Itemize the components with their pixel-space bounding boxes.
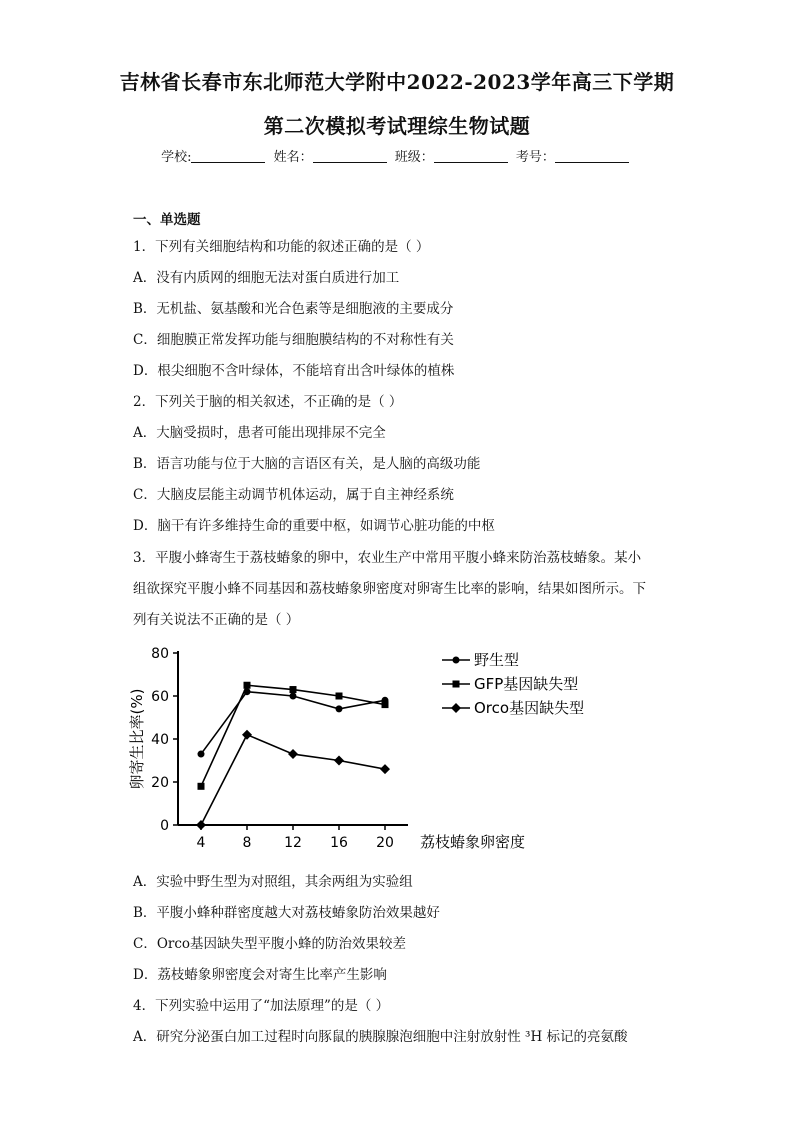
q2-option-a: A．大脑受损时，患者可能出现排尿不完全	[133, 425, 386, 441]
legend-label: Orco基因缺失型	[474, 699, 585, 717]
y-tick-label: 20	[151, 775, 169, 791]
school-blank[interactable]	[191, 150, 265, 163]
x-axis-label: 荔枝蝽象卵密度	[420, 833, 526, 851]
data-point-series-2	[336, 693, 343, 700]
data-point-series-2	[382, 701, 389, 708]
q1-stem: 1．下列有关细胞结构和功能的叙述正确的是（ ）	[133, 239, 430, 255]
series-line-1	[201, 692, 385, 754]
q3-option-a: A．实验中野生型为对照组，其余两组为实验组	[133, 874, 413, 890]
data-point-series-2	[198, 783, 205, 790]
series-line-3	[201, 735, 385, 825]
q3-stem-line2: 组欲探究平腹小蜂不同基因和荔枝蝽象卵密度对卵寄生比率的影响，结果如图所示。下	[133, 581, 646, 597]
data-point-series-3	[196, 820, 206, 830]
data-point-series-1	[198, 751, 205, 758]
q3-stem-line1: 3．平腹小蜂寄生于荔枝蝽象的卵中，农业生产中常用平腹小蜂来防治荔枝蝽象。某小	[133, 550, 642, 566]
q2-option-c: C．大脑皮层能主动调节机体运动，属于自主神经系统	[133, 487, 454, 503]
data-point-series-3	[334, 756, 344, 766]
x-tick-label: 4	[196, 835, 206, 851]
legend-marker	[451, 703, 461, 713]
q2-option-d: D．脑干有许多维持生命的重要中枢，如调节心脏功能的中枢	[133, 518, 495, 534]
q3-option-b: B．平腹小蜂种群密度越大对荔枝蝽象防治效果越好	[133, 905, 440, 921]
legend-marker	[453, 681, 460, 688]
data-point-series-1	[336, 705, 343, 712]
data-point-series-2	[290, 686, 297, 693]
y-tick-label: 40	[151, 732, 169, 748]
q2-stem: 2．下列关于脑的相关叙述，不正确的是（ ）	[133, 394, 403, 410]
q1-option-d: D．根尖细胞不含叶绿体，不能培育出含叶绿体的植株	[133, 363, 455, 379]
exam-title-line2: 第二次模拟考试理综生物试题	[263, 114, 531, 138]
y-tick-label: 60	[151, 689, 169, 705]
data-point-series-1	[290, 693, 297, 700]
data-point-series-3	[288, 749, 298, 759]
q3-option-c: C．Orco基因缺失型平腹小蜂的防治效果较差	[133, 936, 407, 952]
student-info-row	[0, 146, 794, 165]
q1-option-b: B．无机盐、氨基酸和光合色素等是细胞液的主要成分	[133, 301, 454, 317]
school-label: 学校:	[161, 150, 192, 165]
x-tick-label: 12	[284, 835, 302, 851]
q4-stem: 4．下列实验中运用了“加法原理”的是（ ）	[133, 998, 390, 1014]
data-point-series-3	[380, 764, 390, 774]
data-point-series-2	[244, 682, 251, 689]
legend-label: 野生型	[474, 651, 520, 669]
exam-title-line1: 吉林省长春市东北师范大学附中2022-2023学年高三下学期	[119, 70, 675, 94]
q1-option-a: A．没有内质网的细胞无法对蛋白质进行加工	[133, 270, 400, 286]
exam-number-label: 考号：	[515, 150, 555, 165]
name-label: 姓名：	[273, 150, 313, 165]
exam-number-blank[interactable]	[555, 150, 629, 163]
y-axis-label: 卵寄生比率(%)	[128, 688, 146, 790]
data-point-series-3	[242, 730, 252, 740]
x-tick-label: 8	[242, 835, 252, 851]
legend-marker	[453, 657, 460, 664]
section-title: 一、单选题	[133, 212, 201, 228]
q4-option-a: A．研究分泌蛋白加工过程时向豚鼠的胰腺腺泡细胞中注射放射性 ³H 标记的亮氨酸	[133, 1029, 628, 1045]
q3-stem-line3: 列有关说法不正确的是（ ）	[133, 612, 300, 628]
class-label: 班级：	[394, 150, 434, 165]
y-tick-label: 80	[151, 646, 169, 662]
q3-option-d: D．荔枝蝽象卵密度会对寄生比率产生影响	[133, 967, 387, 983]
q2-option-b: B．语言功能与位于大脑的言语区有关，是人脑的高级功能	[133, 456, 481, 472]
q1-option-c: C．细胞膜正常发挥功能与细胞膜结构的不对称性有关	[133, 332, 454, 348]
class-blank[interactable]	[434, 150, 508, 163]
parasitism-rate-line-chart	[120, 640, 600, 855]
x-tick-label: 20	[376, 835, 394, 851]
x-tick-label: 16	[330, 835, 348, 851]
legend-label: GFP基因缺失型	[474, 675, 579, 693]
y-tick-label: 0	[160, 818, 169, 834]
name-blank[interactable]	[313, 150, 387, 163]
